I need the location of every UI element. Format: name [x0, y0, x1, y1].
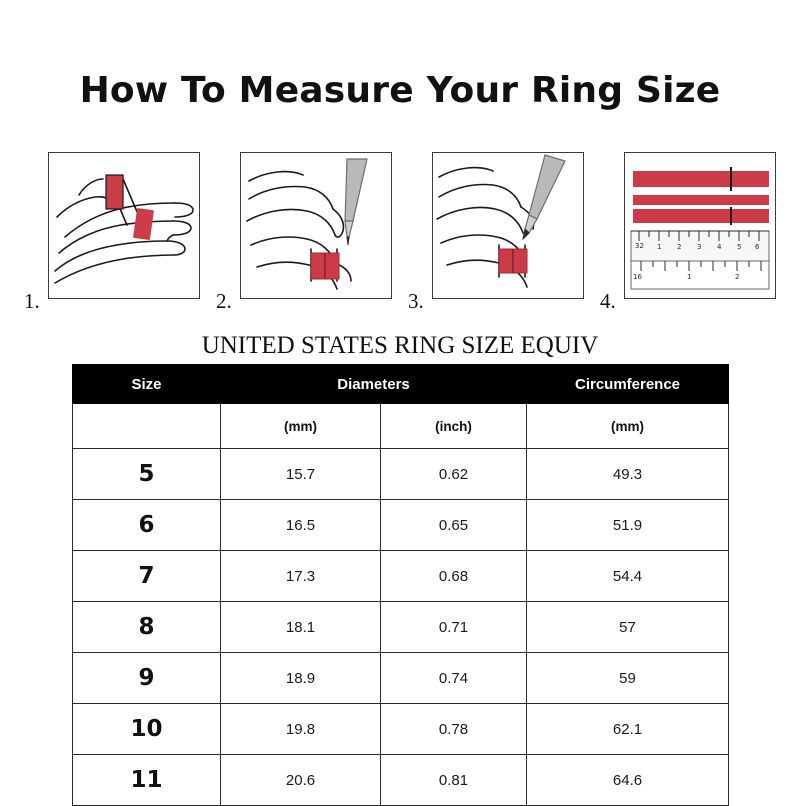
table-row: [73, 602, 729, 653]
cell-diameter-mm: 20.6: [221, 755, 381, 806]
cell-circumference-mm: 64.6: [527, 755, 729, 806]
cell-circumference-mm: 51.9: [527, 500, 729, 551]
unit-cell-diameter-inch: (inch): [381, 404, 527, 449]
step-3-number: 3.: [408, 289, 424, 313]
svg-text:6: 6: [755, 243, 760, 251]
step-1-illustration: [48, 152, 200, 299]
step-2-number: 2.: [216, 289, 232, 313]
cell-diameter-mm: 15.7: [221, 449, 381, 500]
step-1-number: 1.: [24, 289, 40, 313]
table-header-row: [73, 365, 729, 404]
cell-size: 6: [73, 500, 221, 551]
table-title: UNITED STATES RING SIZE EQUIV: [201, 332, 599, 359]
step-2-illustration: [240, 152, 392, 299]
cell-size: 11: [73, 755, 221, 806]
cell-diameter-inch: 0.68: [381, 551, 527, 602]
svg-text:5: 5: [737, 243, 742, 251]
step-2: [216, 152, 392, 313]
cell-size: 8: [73, 602, 221, 653]
step-4-number: 4.: [600, 289, 616, 313]
svg-text:2: 2: [735, 273, 740, 281]
cell-diameter-mm: 16.5: [221, 500, 381, 551]
unit-cell-circumference-mm: (mm): [527, 404, 729, 449]
table-header: [73, 365, 729, 404]
svg-text:3: 3: [697, 243, 702, 251]
cell-diameter-inch: 0.65: [381, 500, 527, 551]
table-unit-row: [73, 404, 729, 449]
svg-text:1: 1: [657, 243, 662, 251]
unit-cell-diameter-mm: (mm): [221, 404, 381, 449]
column-header-diameters: Diameters: [221, 365, 527, 404]
step-4: [600, 152, 776, 313]
step-4-illustration: [624, 152, 776, 299]
cell-size: 7: [73, 551, 221, 602]
table-body: [73, 449, 729, 806]
cell-circumference-mm: 49.3: [527, 449, 729, 500]
step-1: [24, 152, 200, 313]
cell-diameter-inch: 0.62: [381, 449, 527, 500]
cell-circumference-mm: 62.1: [527, 704, 729, 755]
cell-diameter-inch: 0.71: [381, 602, 527, 653]
svg-text:2: 2: [677, 243, 682, 251]
cell-diameter-mm: 19.8: [221, 704, 381, 755]
table-unit-row-group: [73, 404, 729, 449]
cell-size: 10: [73, 704, 221, 755]
column-header-circumference: Circumference: [527, 365, 729, 404]
steps-row: [24, 152, 776, 313]
step-3-illustration: [432, 152, 584, 299]
svg-text:1: 1: [687, 273, 692, 281]
table-row: [73, 500, 729, 551]
cell-size: 5: [73, 449, 221, 500]
cell-diameter-mm: 18.1: [221, 602, 381, 653]
svg-text:16: 16: [633, 273, 642, 281]
table-row: [73, 653, 729, 704]
cell-size: 9: [73, 653, 221, 704]
unit-cell-size: [73, 404, 221, 449]
ring-size-table-wrapper: [72, 364, 728, 806]
table-row: [73, 449, 729, 500]
table-row: [73, 704, 729, 755]
cell-diameter-mm: 18.9: [221, 653, 381, 704]
cell-diameter-inch: 0.78: [381, 704, 527, 755]
cell-circumference-mm: 54.4: [527, 551, 729, 602]
cell-circumference-mm: 57: [527, 602, 729, 653]
cell-circumference-mm: 59: [527, 653, 729, 704]
cell-diameter-inch: 0.74: [381, 653, 527, 704]
svg-text:32: 32: [635, 242, 644, 250]
table-row: [73, 755, 729, 806]
ring-size-table: [72, 364, 729, 806]
table-row: [73, 551, 729, 602]
cell-diameter-mm: 17.3: [221, 551, 381, 602]
svg-text:4: 4: [717, 243, 722, 251]
page-title: How To Measure Your Ring Size: [79, 70, 721, 111]
step-3: [408, 152, 584, 313]
cell-diameter-inch: 0.81: [381, 755, 527, 806]
column-header-size: Size: [73, 365, 221, 404]
